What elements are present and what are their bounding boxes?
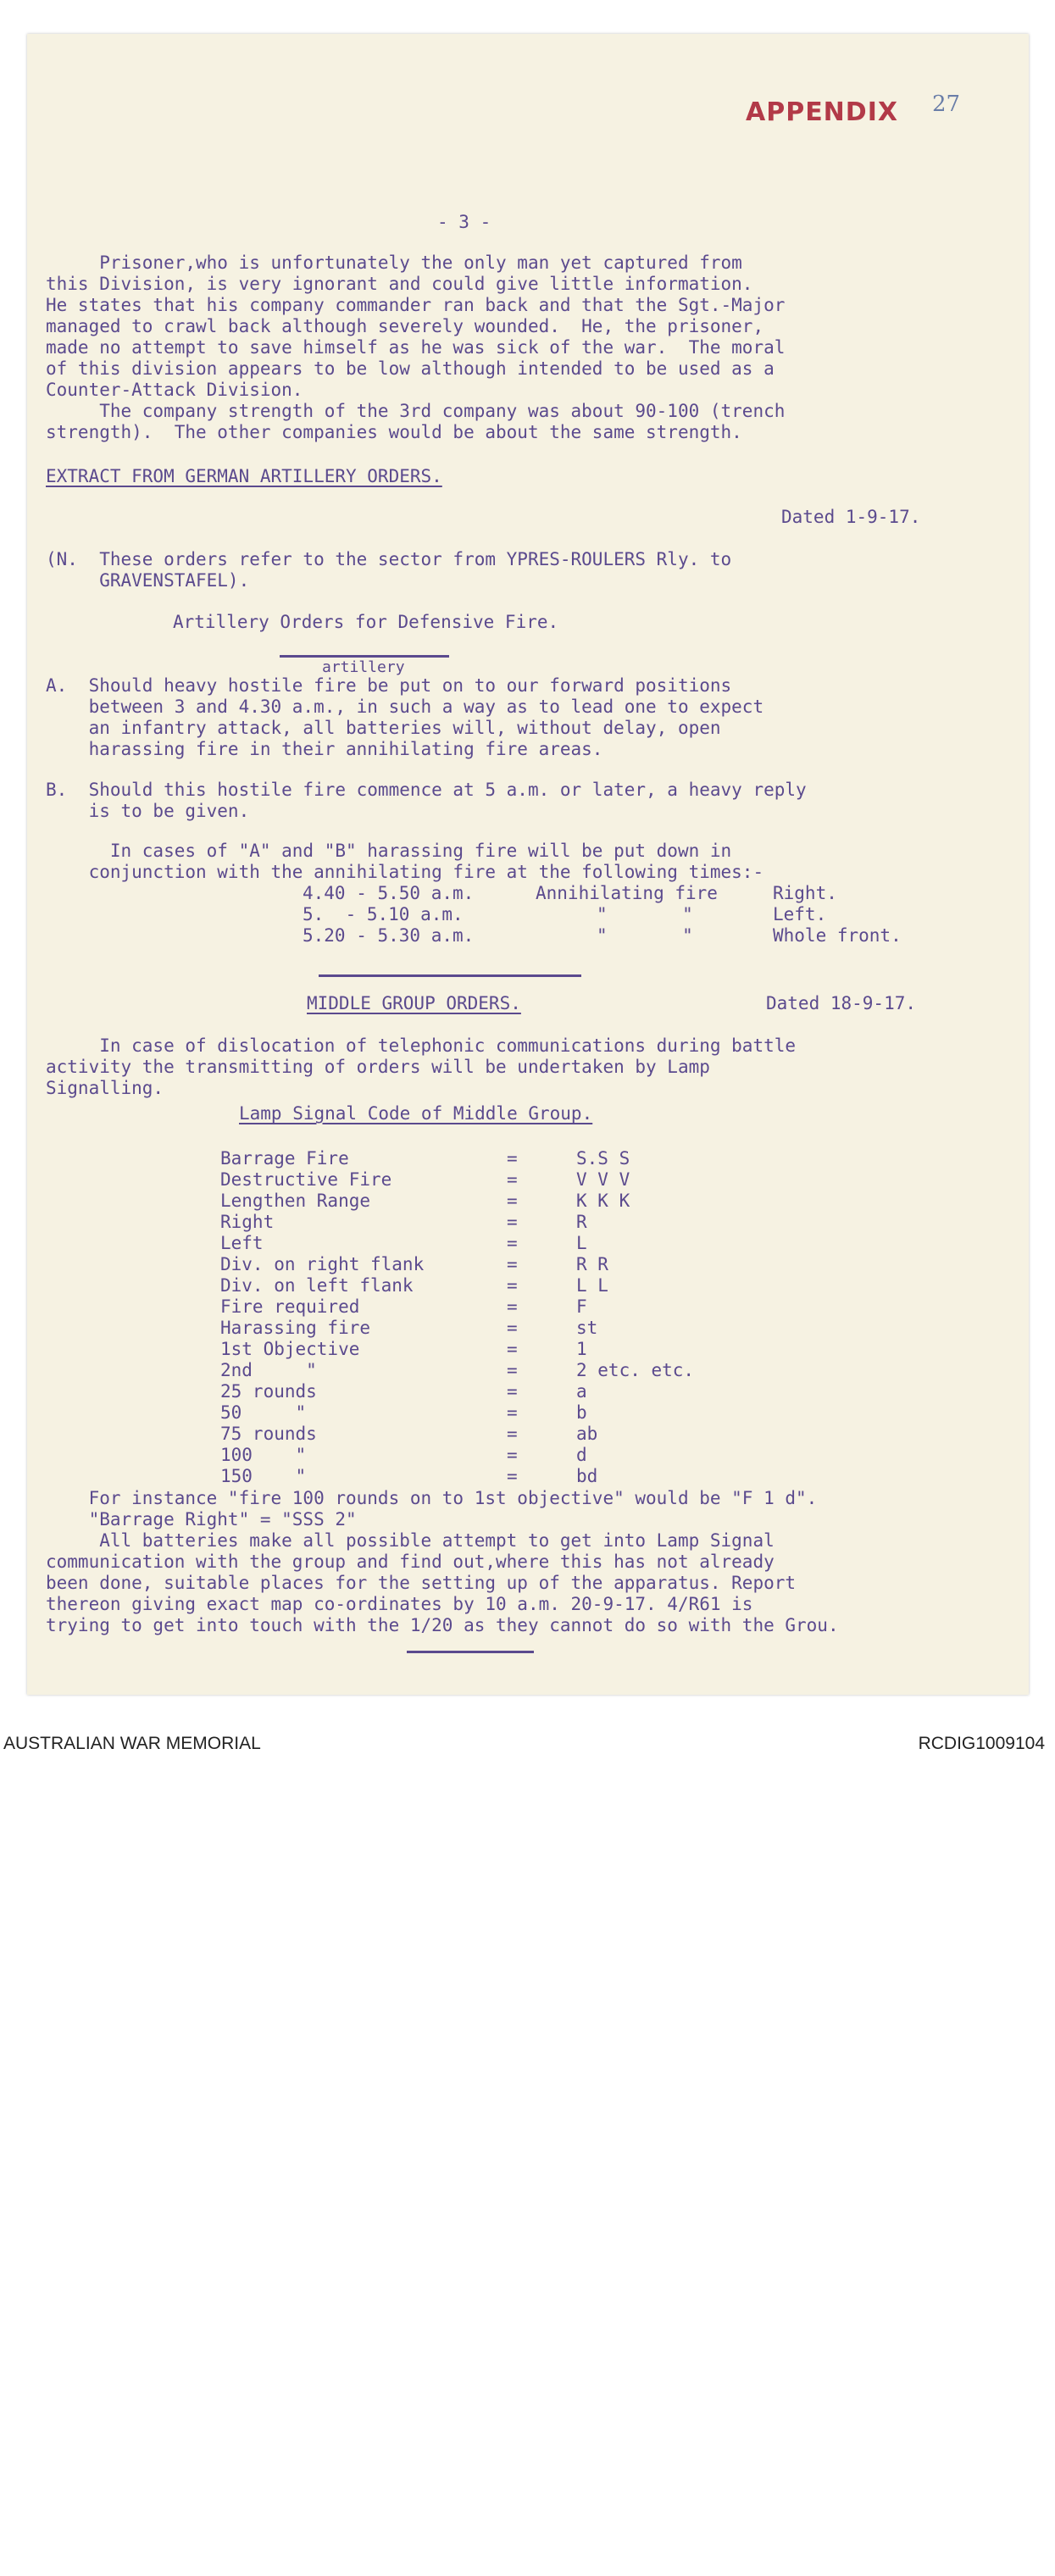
code-value: R R xyxy=(576,1254,608,1274)
closing-line: For instance "fire 100 rounds on to 1st objective" would be "F 1 d". xyxy=(46,1488,818,1508)
footer-id: RCDIG1009104 xyxy=(918,1734,1045,1753)
code-eq: = xyxy=(507,1402,518,1423)
code-eq: = xyxy=(507,1212,518,1232)
code-term: Harassing fire xyxy=(220,1318,371,1338)
divider xyxy=(407,1651,534,1653)
code-eq: = xyxy=(507,1148,518,1169)
code-value: R xyxy=(576,1212,587,1232)
typed-text xyxy=(27,34,1029,1695)
code-eq: = xyxy=(507,1445,518,1465)
code-value: bd xyxy=(576,1466,598,1486)
code-value: ab xyxy=(576,1424,598,1444)
code-eq: = xyxy=(507,1339,518,1359)
code-value: F xyxy=(576,1296,587,1317)
dislocation-line: In case of dislocation of telephonic communications during battle xyxy=(46,1035,797,1056)
code-eq: = xyxy=(507,1360,518,1380)
code-term: 50 " xyxy=(220,1402,307,1423)
para-a-line: A. Should heavy hostile fire be put on to our forward positions xyxy=(46,675,732,696)
para-b-line: is to be given. xyxy=(46,801,250,821)
code-eq: = xyxy=(507,1318,518,1338)
code-value: V V V xyxy=(576,1169,630,1190)
code-eq: = xyxy=(507,1191,518,1211)
code-value: L xyxy=(576,1233,587,1253)
fire-type: " " xyxy=(597,904,693,924)
prisoner-line: The company strength of the 3rd company was about 90-100 (trench xyxy=(46,401,786,421)
fire-type: " " xyxy=(597,925,693,946)
document-page xyxy=(27,34,1029,1695)
code-value: a xyxy=(576,1381,587,1402)
code-term: Div. on right flank xyxy=(220,1254,425,1274)
middle-date: Dated 18-9-17. xyxy=(766,993,917,1013)
prisoner-line: made no attempt to save himself as he was sick of the war. The moral xyxy=(46,337,786,358)
closing-line: All batteries make all possible attempt to get into Lamp Signal xyxy=(46,1530,775,1551)
code-value: 1 xyxy=(576,1339,587,1359)
code-term: Right xyxy=(220,1212,275,1232)
code-term: 25 rounds xyxy=(220,1381,317,1402)
code-eq: = xyxy=(507,1381,518,1402)
cases-line: conjunction with the annihilating fire at the following times:- xyxy=(46,862,764,882)
note-line: (N. These orders refer to the sector from YPRES-ROULERS Rly. to xyxy=(46,549,732,569)
folio-number: 27 xyxy=(932,92,961,117)
code-eq: = xyxy=(507,1254,518,1274)
closing-line: been done, suitable places for the setting up of the apparatus. Report xyxy=(46,1573,797,1593)
code-eq: = xyxy=(507,1169,518,1190)
code-value: 2 etc. etc. xyxy=(576,1360,695,1380)
cases-line: In cases of "A" and "B" harassing fire will be put down in xyxy=(46,841,732,861)
code-term: 100 " xyxy=(220,1445,307,1465)
code-term: Lengthen Range xyxy=(220,1191,371,1211)
fire-target: Right. xyxy=(773,883,837,903)
closing-line: "Barrage Right" = "SSS 2" xyxy=(46,1509,357,1530)
fire-type: Annihilating fire xyxy=(536,883,718,903)
code-eq: = xyxy=(507,1275,518,1296)
extract-date: Dated 1-9-17. xyxy=(781,507,921,527)
appendix-stamp: APPENDIX xyxy=(746,97,898,127)
para-a-line: between 3 and 4.30 a.m., in such a way as to lead one to expect xyxy=(46,697,764,717)
code-value: S.S S xyxy=(576,1148,630,1169)
code-term: 150 " xyxy=(220,1466,307,1486)
code-value: b xyxy=(576,1402,587,1423)
code-term: Fire required xyxy=(220,1296,360,1317)
code-term: Destructive Fire xyxy=(220,1169,392,1190)
middle-heading: MIDDLE GROUP ORDERS. xyxy=(307,993,521,1013)
time-value: 4.40 - 5.50 a.m. xyxy=(303,883,475,903)
code-value: d xyxy=(576,1445,587,1465)
time-value: 5.20 - 5.30 a.m. xyxy=(303,925,475,946)
para-a-line: harassing fire in their annihilating fire areas. xyxy=(46,739,603,759)
fire-target: Whole front. xyxy=(773,925,902,946)
insert-word: artillery xyxy=(322,658,405,676)
defensive-heading: Artillery Orders for Defensive Fire. xyxy=(173,612,559,632)
closing-line: communication with the group and find out,where this has not already xyxy=(46,1552,775,1572)
code-term: Left xyxy=(220,1233,264,1253)
prisoner-line: of this division appears to be low although intended to be used as a xyxy=(46,358,775,379)
extract-heading: EXTRACT FROM GERMAN ARTILLERY ORDERS. xyxy=(46,466,442,486)
para-b-line: B. Should this hostile fire commence at 5 a.m. or later, a heavy reply xyxy=(46,780,807,800)
code-value: st xyxy=(576,1318,598,1338)
code-value: K K K xyxy=(576,1191,630,1211)
code-term: 75 rounds xyxy=(220,1424,317,1444)
page-number: - 3 - xyxy=(437,212,491,232)
footer-source: AUSTRALIAN WAR MEMORIAL xyxy=(3,1734,261,1753)
closing-line: thereon giving exact map co-ordinates by 10 a.m. 20-9-17. 4/R61 is xyxy=(46,1594,753,1614)
code-eq: = xyxy=(507,1424,518,1444)
code-term: Div. on left flank xyxy=(220,1275,414,1296)
code-eq: = xyxy=(507,1296,518,1317)
fire-target: Left. xyxy=(773,904,827,924)
prisoner-line: managed to crawl back although severely wounded. He, the prisoner, xyxy=(46,316,764,336)
prisoner-line: Prisoner,who is unfortunately the only man yet captured from xyxy=(46,253,742,273)
code-term: 2nd " xyxy=(220,1360,317,1380)
code-value: L L xyxy=(576,1275,608,1296)
code-term: 1st Objective xyxy=(220,1339,360,1359)
dislocation-line: activity the transmitting of orders will be undertaken by Lamp xyxy=(46,1057,710,1077)
para-a-line: an infantry attack, all batteries will, without delay, open xyxy=(46,718,721,738)
prisoner-line: strength). The other companies would be about the same strength. xyxy=(46,422,742,442)
code-term: Barrage Fire xyxy=(220,1148,349,1169)
prisoner-line: Counter-Attack Division. xyxy=(46,380,303,400)
lamp-heading: Lamp Signal Code of Middle Group. xyxy=(239,1103,593,1124)
prisoner-line: He states that his company commander ran back and that the Sgt.-Major xyxy=(46,295,786,315)
divider xyxy=(319,974,581,977)
dislocation-line: Signalling. xyxy=(46,1078,164,1098)
code-eq: = xyxy=(507,1233,518,1253)
prisoner-line: this Division, is very ignorant and could give little information. xyxy=(46,274,753,294)
closing-line: trying to get into touch with the 1/20 as they cannot do so with the Grou. xyxy=(46,1615,839,1635)
code-eq: = xyxy=(507,1466,518,1486)
time-value: 5. - 5.10 a.m. xyxy=(303,904,464,924)
note-line: GRAVENSTAFEL). xyxy=(46,570,250,591)
